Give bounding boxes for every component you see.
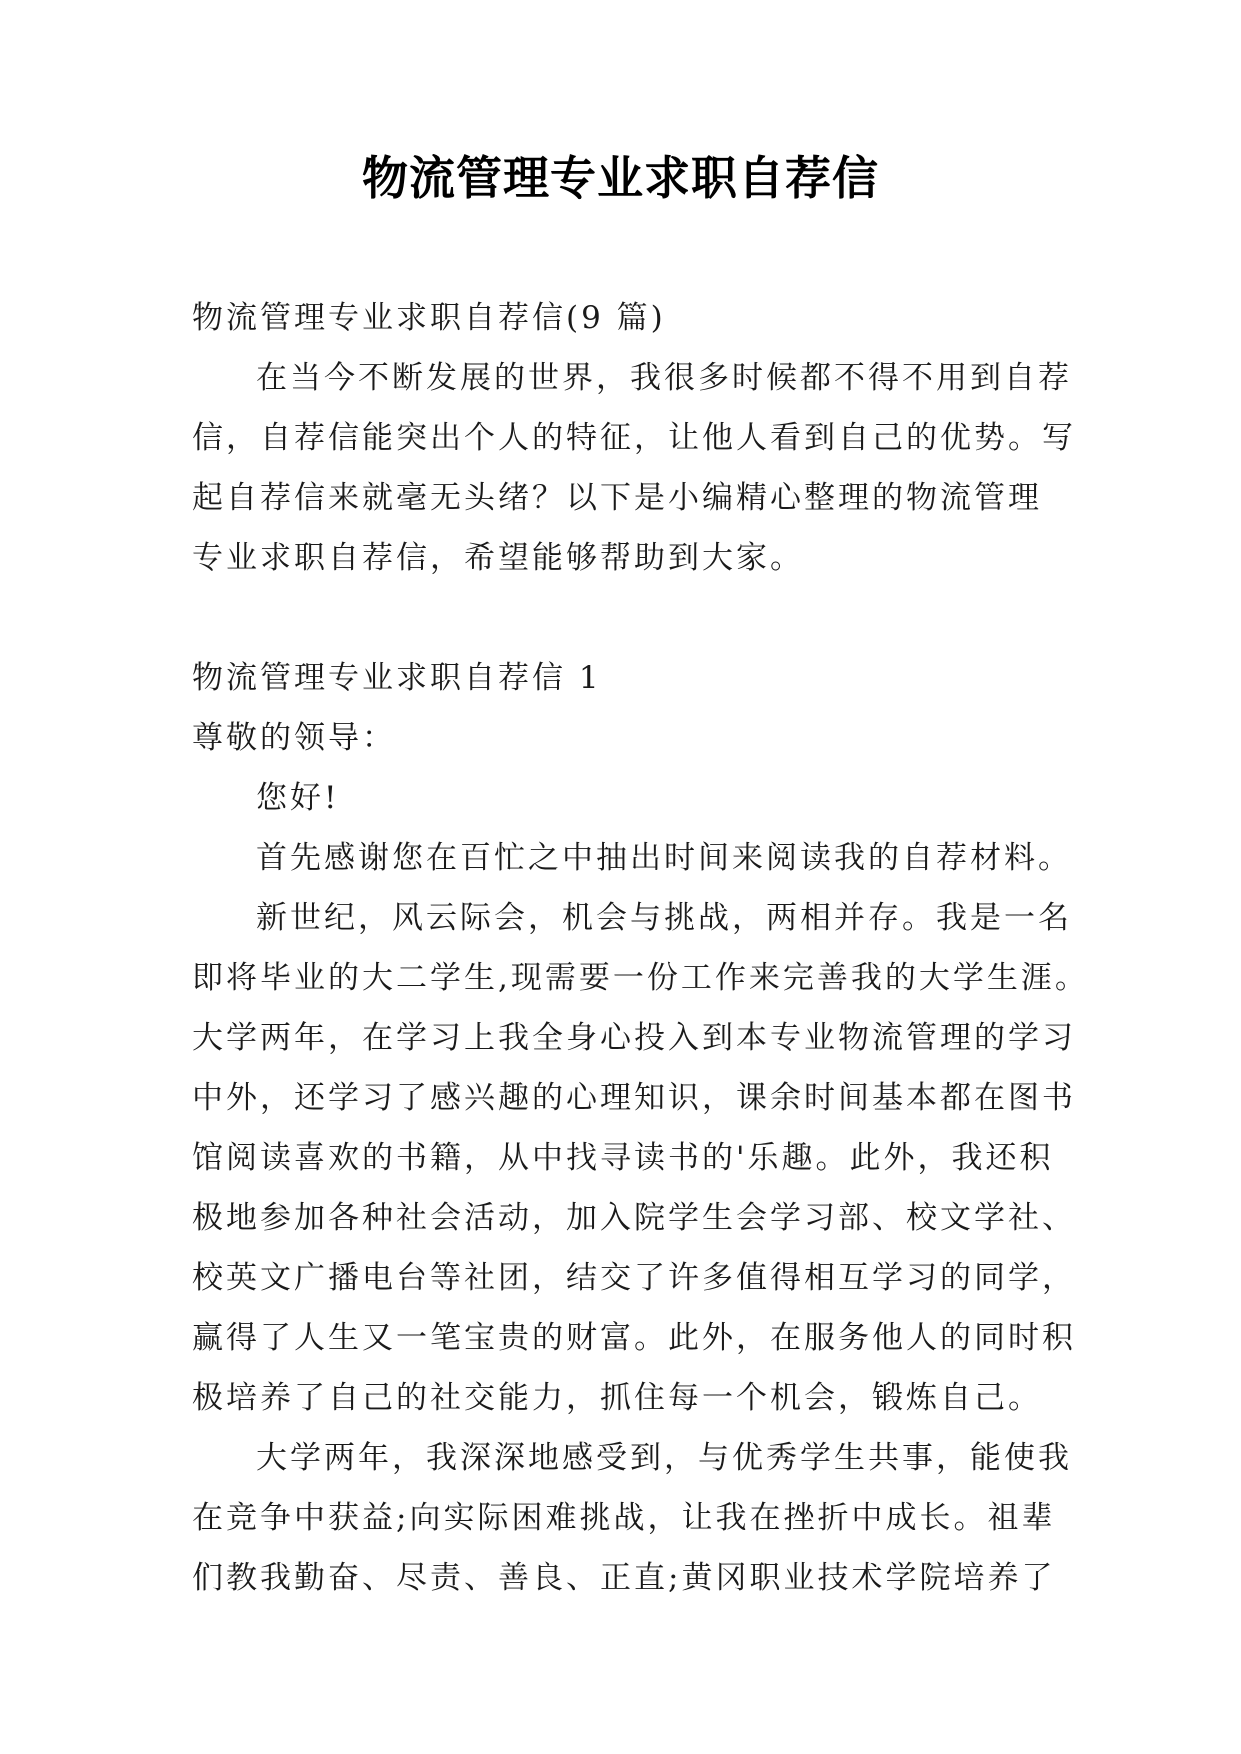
document-subtitle: 物流管理专业求职自荐信(9 篇) xyxy=(192,300,666,336)
letter-heading: 物流管理专业求职自荐信 1 xyxy=(192,660,602,696)
document-title: 物流管理专业求职自荐信 xyxy=(362,151,879,205)
paragraph-line: 赢得了人生又一笔宝贵的财富。此外，在服务他人的同时积 xyxy=(192,1320,1076,1356)
intro-line: 在当今不断发展的世界，我很多时候都不得不用到自荐 xyxy=(256,360,1072,396)
paragraph-line: 校英文广播电台等社团，结交了许多值得相互学习的同学， xyxy=(192,1260,1076,1296)
paragraph-line: 即将毕业的大二学生,现需要一份工作来完善我的大学生涯。 xyxy=(192,960,1089,996)
paragraph-line: 极地参加各种社会活动，加入院学生会学习部、校文学社、 xyxy=(192,1200,1076,1236)
letter-greeting: 您好! xyxy=(256,780,340,816)
paragraph-line: 极培养了自己的社交能力，抓住每一个机会，锻炼自己。 xyxy=(192,1380,1042,1416)
paragraph-line: 们教我勤奋、尽责、善良、正直;黄冈职业技术学院培养了 xyxy=(192,1560,1056,1596)
paragraph-line: 在竞争中获益;向实际困难挑战，让我在挫折中成长。祖辈 xyxy=(192,1500,1056,1536)
paragraph-line: 大学两年，在学习上我全身心投入到本专业物流管理的学习 xyxy=(192,1020,1076,1056)
paragraph-line: 中外，还学习了感兴趣的心理知识，课余时间基本都在图书 xyxy=(192,1080,1076,1116)
intro-line: 专业求职自荐信，希望能够帮助到大家。 xyxy=(192,540,804,576)
letter-thanks: 首先感谢您在百忙之中抽出时间来阅读我的自荐材料。 xyxy=(256,840,1072,876)
intro-line: 起自荐信来就毫无头绪？以下是小编精心整理的物流管理 xyxy=(192,480,1042,516)
letter-salutation: 尊敬的领导： xyxy=(192,720,396,756)
paragraph-line: 新世纪，风云际会，机会与挑战，两相并存。我是一名 xyxy=(256,900,1072,936)
section-gap xyxy=(192,588,1052,648)
document-body xyxy=(192,288,1089,1608)
paragraph-line: 大学两年，我深深地感受到，与优秀学生共事，能使我 xyxy=(256,1440,1072,1476)
paragraph-line: 馆阅读喜欢的书籍，从中找寻读书的'乐趣。此外，我还积 xyxy=(192,1140,1054,1176)
intro-line: 信，自荐信能突出个人的特征，让他人看到自己的优势。写 xyxy=(192,420,1076,456)
